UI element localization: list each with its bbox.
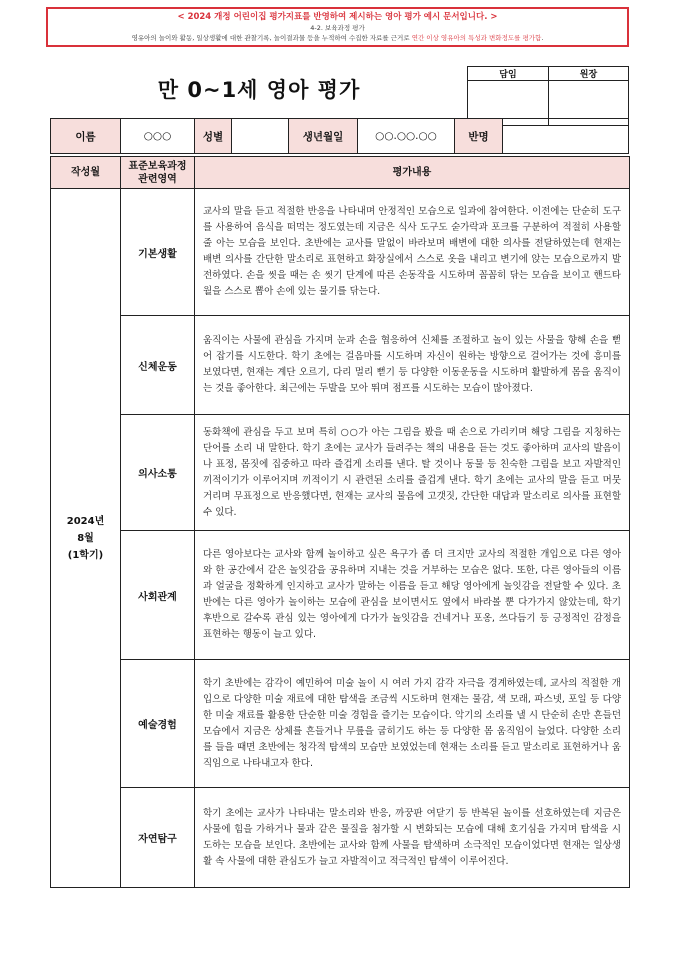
table-row (51, 415, 630, 531)
term-month: 8월 (77, 532, 94, 544)
area-label: 사회관계 (121, 531, 195, 660)
banner-description (48, 33, 627, 43)
area-content[interactable]: 학기 초반에는 감각이 예민하여 미술 놀이 시 여러 가지 감각 자극을 경계하였는데, 교사의 적절한 개입으로 다양한 미술 재료에 대한 탐색을 조금씩 시도하며 현재는 물감, 색 모래, 파스넷, 포일 등 다양한 미술 재료를 활용한 단순한 미술 경험을 즐기는 모습이다. 악기의 소리를 낼 시 단순히 손만 흔들던 모습에서 지금은 상체를 흔들거나 무릎을 굽히기도 하는 등 다양한 몸 움직임이 늘었다. 다양한 소리를 들을 때면 초반에는 청각적 탐색의 모습만 보였었는데 현재는 소리를 듣고 말소리로 표현하거나 움직임으로 나타내고자 한다. (195, 660, 630, 788)
child-info-table (50, 118, 629, 154)
header-area-line1: 표준보육과정 (128, 160, 187, 172)
area-label: 예술경험 (121, 660, 195, 788)
page-title: 만 0~1세 영아 평가 (157, 78, 361, 102)
class-value[interactable] (503, 119, 629, 154)
table-row (51, 788, 630, 888)
approval-teacher-label: 담임 (468, 67, 549, 81)
class-label: 반명 (455, 119, 503, 154)
name-value[interactable]: ○○○ (121, 119, 195, 154)
banner-desc-text: 영유아의 놀이와 활동, 일상생활에 대한 관찰기록, 놀이결과물 등을 누적하여 수집한 자료를 근거로 (131, 34, 412, 42)
notice-banner (46, 7, 629, 47)
area-label: 기본생활 (121, 189, 195, 316)
header-date: 작성월 (51, 157, 121, 189)
table-row (51, 189, 630, 316)
banner-subtitle: 4-2. 보육과정 평가 (310, 24, 365, 32)
table-row (51, 660, 630, 788)
birth-value[interactable]: ○○.○○.○○ (358, 119, 455, 154)
table-row (51, 316, 630, 415)
term-semester: (1학기) (67, 549, 104, 561)
area-content[interactable]: 교사의 말을 듣고 적절한 반응을 나타내며 안정적인 모습으로 일과에 참여한다. 이전에는 단순히 도구를 사용하여 음식을 떠먹는 정도였는데 지금은 식사 도구도 숟가락과 포크를 구분하여 적절히 사용할 줄 아는 모습을 보인다. 초반에는 교사를 말없이 바라보며 배변에 대한 의사를 전달하였는데 현재는 배변 의사를 간단한 말소리로 표현하고 화장실에서 스스로 옷을 내리고 변기에 앉는 모습으로까지 발전하였다. 손을 씻을 때는 손 씻기 단계에 따른 손동작을 시도하며 꼼꼼히 닦는 모습을 보이고 핸드타월을 스스로 뽑아 손에 있는 물기를 닦는다. (195, 189, 630, 316)
area-content[interactable]: 다른 영아보다는 교사와 함께 놀이하고 싶은 욕구가 좀 더 크지만 교사의 적절한 개입으로 다른 영아와 한 공간에서 같은 놀잇감을 공유하며 지내는 것을 거부하는 모습은 없다. 또한, 다른 영아들의 이름과 얼굴을 정확하게 인지하고 교사가 말하는 이름을 듣고 해당 영아에게 놀잇감을 전달할 수 있다. 초반에는 다른 영아가 놀이하는 모습에 관심을 보이면서도 옆에서 바라볼 뿐 다가가지 않았는데, 학기 후반으로 갈수록 관심 있는 영아에게 다가가 놀잇감을 건네거나 포옹, 쓰다듬기 등 긍정적인 감정을 표현하는 행동이 늘고 있다. (195, 531, 630, 660)
name-label: 이름 (51, 119, 121, 154)
approval-director-label: 원장 (549, 67, 629, 81)
area-label: 자연탐구 (121, 788, 195, 888)
area-label: 신체운동 (121, 316, 195, 415)
area-content[interactable]: 동화책에 관심을 두고 보며 특히 ○○가 아는 그림을 봤을 때 손으로 가리키며 해당 그림을 지칭하는 단어를 소리 내 말한다. 학기 초에는 교사가 들려주는 책의 내용을 듣는 것도 좋아하며 교사의 발음이나 표정, 몸짓에 집중하고 따라 즐겁게 소리를 낸다. 탈 것이나 동물 등 친숙한 그림을 보고 자발적인 끼적이기가 이루어지며 끼적이기 시 관련된 소리를 즐겁게 낸다. 학기 초에는 교사의 말을 듣고 머뭇거리며 무표정으로 반응했다면, 현재는 교사의 물음에 고갯짓, 간단한 대답과 말소리로 의사를 표현할 수 있다. (195, 415, 630, 531)
term-year: 2024년 (66, 515, 105, 527)
area-label: 의사소통 (121, 415, 195, 531)
approval-box (467, 66, 629, 126)
banner-title: < 2024 개정 어린이집 평가지표를 반영하여 제시하는 영아 평가 예시 문서입니다. > (177, 12, 498, 22)
area-content[interactable]: 학기 초에는 교사가 나타내는 말소리와 반응, 까꿍판 여닫기 등 반복된 놀이를 선호하였는데 지금은 사물에 힘을 가하거나 물과 같은 물질을 첨가할 시 변화되는 모습에 대해 호기심을 가지며 탐색을 시도하는 모습을 보인다. 초반에는 교사와 함께 사물을 탐색하며 소극적인 모습이었다면 현재는 일상생활 속 사물에 대한 관심도가 늘고 자발적이고 적극적인 탐색이 이루어진다. (195, 788, 630, 888)
area-content[interactable]: 움직이는 사물에 관심을 가지며 눈과 손을 협응하여 신체를 조절하고 놀이 있는 사물을 향해 손을 뻗어 잡기를 시도한다. 학기 초에는 걸음마를 시도하며 자신이 원하는 방향으로 걸어가는 것에 흥미를 보였다면, 현재는 계단 오르기, 다리 멀리 뻗기 등 다양한 이동운동을 시도하며 활발하게 몸을 움직이는 것을 좋아한다. 최근에는 두발을 모아 뛰며 점프를 시도하는 모습이 많아졌다. (195, 316, 630, 415)
banner-desc-highlight: 연간 이상 영유아의 특성과 변화정도를 평가함 (411, 34, 542, 42)
gender-value[interactable] (232, 119, 289, 154)
header-area (121, 157, 195, 189)
gender-label: 성별 (195, 119, 232, 154)
banner-desc-end: . (541, 34, 544, 42)
table-row (51, 531, 630, 660)
evaluation-table (50, 156, 630, 888)
header-content: 평가내용 (195, 157, 630, 189)
header-area-line2: 관련영역 (138, 173, 177, 185)
birth-label: 생년월일 (289, 119, 358, 154)
term-cell (51, 189, 121, 888)
